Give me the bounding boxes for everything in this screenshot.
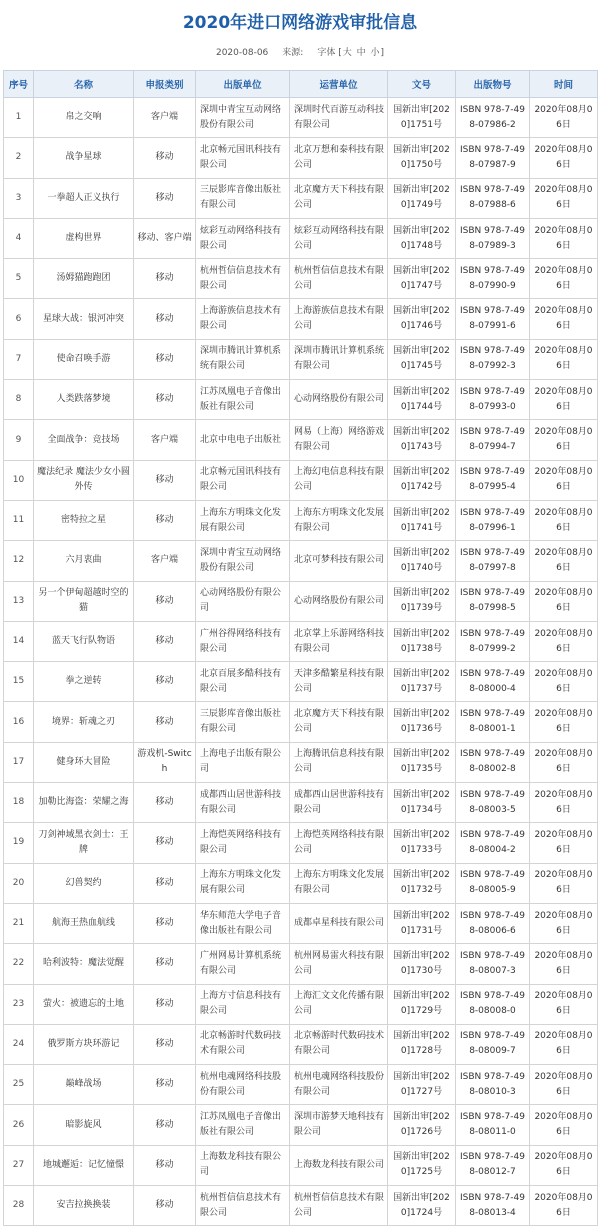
- name-cell: 密特拉之星: [34, 500, 134, 540]
- publisher-cell: 深圳中青宝互动网络股份有限公司: [196, 541, 290, 581]
- name-cell: 暗影旋风: [34, 1105, 134, 1145]
- date-cell: 2020年08月06日: [530, 1186, 598, 1226]
- font-size-close: ]: [380, 48, 385, 58]
- isbn-cell: ISBN 978-7-498-07995-4: [456, 460, 530, 500]
- index-cell: 25: [4, 1065, 34, 1105]
- publisher-cell: 江苏凤凰电子音像出版社有限公司: [196, 1105, 290, 1145]
- operator-cell: 杭州哲信信息技术有限公司: [290, 259, 388, 299]
- date-cell: 2020年08月06日: [530, 944, 598, 984]
- document-no-cell: 国新出审[2020]1735号: [388, 742, 456, 782]
- index-cell: 1: [4, 98, 34, 138]
- isbn-cell: ISBN 978-7-498-07992-3: [456, 339, 530, 379]
- table-row: [4, 783, 598, 823]
- date-cell: 2020年08月06日: [530, 380, 598, 420]
- operator-cell: 深圳时代百游互动科技有限公司: [290, 98, 388, 138]
- table-row: [4, 984, 598, 1024]
- date-cell: 2020年08月06日: [530, 984, 598, 1024]
- document-no-cell: 国新出审[2020]1746号: [388, 299, 456, 339]
- document-no-cell: 国新出审[2020]1741号: [388, 500, 456, 540]
- category-cell: 移动: [134, 903, 196, 943]
- article-meta: [0, 42, 600, 64]
- operator-cell: 北京掌上乐游网络科技有限公司: [290, 621, 388, 661]
- index-cell: 7: [4, 339, 34, 379]
- category-cell: 移动: [134, 984, 196, 1024]
- header-publisher: 出版单位: [196, 71, 290, 98]
- document-no-cell: 国新出审[2020]1726号: [388, 1105, 456, 1145]
- document-no-cell: 国新出审[2020]1724号: [388, 1186, 456, 1226]
- category-cell: 移动: [134, 581, 196, 621]
- isbn-cell: ISBN 978-7-498-08008-0: [456, 984, 530, 1024]
- date-cell: 2020年08月06日: [530, 218, 598, 258]
- table-row: [4, 541, 598, 581]
- document-no-cell: 国新出审[2020]1745号: [388, 339, 456, 379]
- operator-cell: 上海数龙科技有限公司: [290, 1145, 388, 1185]
- operator-cell: 杭州哲信信息技术有限公司: [290, 1186, 388, 1226]
- name-cell: 刀剑神域黑衣剑士：王牌: [34, 823, 134, 863]
- index-cell: 13: [4, 581, 34, 621]
- document-no-cell: 国新出审[2020]1737号: [388, 662, 456, 702]
- name-cell: 星球大战：银河冲突: [34, 299, 134, 339]
- operator-cell: 天津多酷繁星科技有限公司: [290, 662, 388, 702]
- category-cell: 移动: [134, 863, 196, 903]
- isbn-cell: ISBN 978-7-498-08011-0: [456, 1105, 530, 1145]
- date-cell: 2020年08月06日: [530, 178, 598, 218]
- operator-cell: 北京魔方天下科技有限公司: [290, 178, 388, 218]
- publisher-cell: 北京畅元国讯科技有限公司: [196, 460, 290, 500]
- category-cell: 移动: [134, 339, 196, 379]
- operator-cell: 心动网络股份有限公司: [290, 380, 388, 420]
- document-no-cell: 国新出审[2020]1738号: [388, 621, 456, 661]
- table-row: [4, 259, 598, 299]
- date-cell: 2020年08月06日: [530, 662, 598, 702]
- operator-cell: 杭州电魂网络科技股份有限公司: [290, 1065, 388, 1105]
- index-cell: 19: [4, 823, 34, 863]
- table-row: [4, 903, 598, 943]
- category-cell: 移动: [134, 1145, 196, 1185]
- category-cell: 客户端: [134, 420, 196, 460]
- name-cell: 拳之逆转: [34, 662, 134, 702]
- publisher-cell: 心动网络股份有限公司: [196, 581, 290, 621]
- table-row: [4, 742, 598, 782]
- publisher-cell: 上海数龙科技有限公司: [196, 1145, 290, 1185]
- operator-cell: 北京魔方天下科技有限公司: [290, 702, 388, 742]
- category-cell: 移动: [134, 823, 196, 863]
- date-cell: 2020年08月06日: [530, 903, 598, 943]
- category-cell: 移动: [134, 944, 196, 984]
- index-cell: 23: [4, 984, 34, 1024]
- isbn-cell: ISBN 978-7-498-07993-0: [456, 380, 530, 420]
- table-row: [4, 460, 598, 500]
- category-cell: 移动: [134, 299, 196, 339]
- date-cell: 2020年08月06日: [530, 1065, 598, 1105]
- header-index: 序号: [4, 71, 34, 98]
- table-row: [4, 823, 598, 863]
- category-cell: 移动: [134, 500, 196, 540]
- operator-cell: 深圳市游梦天地科技有限公司: [290, 1105, 388, 1145]
- header-category: 申报类别: [134, 71, 196, 98]
- document-no-cell: 国新出审[2020]1736号: [388, 702, 456, 742]
- name-cell: 蓝天飞行队物语: [34, 621, 134, 661]
- isbn-cell: ISBN 978-7-498-07994-7: [456, 420, 530, 460]
- table-row: [4, 1186, 598, 1226]
- date-cell: 2020年08月06日: [530, 138, 598, 178]
- category-cell: 移动、客户端: [134, 218, 196, 258]
- operator-cell: 上海恺英网络科技有限公司: [290, 823, 388, 863]
- isbn-cell: ISBN 978-7-498-07999-2: [456, 621, 530, 661]
- document-no-cell: 国新出审[2020]1739号: [388, 581, 456, 621]
- operator-cell: 成都西山居世游科技有限公司: [290, 783, 388, 823]
- isbn-cell: ISBN 978-7-498-08002-8: [456, 742, 530, 782]
- index-cell: 6: [4, 299, 34, 339]
- font-size-small-link[interactable]: 小: [370, 48, 380, 58]
- index-cell: 22: [4, 944, 34, 984]
- date-cell: 2020年08月06日: [530, 259, 598, 299]
- index-cell: 16: [4, 702, 34, 742]
- name-cell: 全面战争：竞技场: [34, 420, 134, 460]
- document-no-cell: 国新出审[2020]1750号: [388, 138, 456, 178]
- isbn-cell: ISBN 978-7-498-07998-5: [456, 581, 530, 621]
- index-cell: 27: [4, 1145, 34, 1185]
- name-cell: 俄罗斯方块环游记: [34, 1024, 134, 1064]
- category-cell: 移动: [134, 138, 196, 178]
- name-cell: 魔法纪录 魔法少女小圆外传: [34, 460, 134, 500]
- table-row: [4, 500, 598, 540]
- publisher-cell: 华东师范大学电子音像出版社有限公司: [196, 903, 290, 943]
- name-cell: 萤火：被遗忘的土地: [34, 984, 134, 1024]
- table-row: [4, 702, 598, 742]
- font-size-medium-link[interactable]: 中: [356, 48, 366, 58]
- table-row: [4, 218, 598, 258]
- index-cell: 10: [4, 460, 34, 500]
- name-cell: 幻兽契约: [34, 863, 134, 903]
- isbn-cell: ISBN 978-7-498-08010-3: [456, 1065, 530, 1105]
- operator-cell: 杭州网易雷火科技有限公司: [290, 944, 388, 984]
- index-cell: 21: [4, 903, 34, 943]
- operator-cell: 北京畅游时代数码技术有限公司: [290, 1024, 388, 1064]
- category-cell: 移动: [134, 783, 196, 823]
- table-row: [4, 339, 598, 379]
- operator-cell: 网易（上海）网络游戏有限公司: [290, 420, 388, 460]
- isbn-cell: ISBN 978-7-498-08006-6: [456, 903, 530, 943]
- index-cell: 15: [4, 662, 34, 702]
- name-cell: 安吉拉换换装: [34, 1186, 134, 1226]
- name-cell: 哈利波特：魔法觉醒: [34, 944, 134, 984]
- name-cell: 一拳超人正义执行: [34, 178, 134, 218]
- index-cell: 26: [4, 1105, 34, 1145]
- document-no-cell: 国新出审[2020]1744号: [388, 380, 456, 420]
- page-title: 2020年进口网络游戏审批信息: [182, 13, 418, 33]
- table-row: [4, 380, 598, 420]
- category-cell: 游戏机-Switch: [134, 742, 196, 782]
- publisher-cell: 广州网易计算机系统有限公司: [196, 944, 290, 984]
- name-cell: 加勒比海盗：荣耀之海: [34, 783, 134, 823]
- publisher-cell: 杭州电魂网络科技股份有限公司: [196, 1065, 290, 1105]
- document-no-cell: 国新出审[2020]1729号: [388, 984, 456, 1024]
- publisher-cell: 炫彩互动网络科技有限公司: [196, 218, 290, 258]
- operator-cell: 上海幻电信息科技有限公司: [290, 460, 388, 500]
- publisher-cell: 成都西山居世游科技有限公司: [196, 783, 290, 823]
- name-cell: 六月衷曲: [34, 541, 134, 581]
- category-cell: 移动: [134, 1024, 196, 1064]
- isbn-cell: ISBN 978-7-498-07996-1: [456, 500, 530, 540]
- isbn-cell: ISBN 978-7-498-08009-7: [456, 1024, 530, 1064]
- date-cell: 2020年08月06日: [530, 541, 598, 581]
- date-cell: 2020年08月06日: [530, 1105, 598, 1145]
- publisher-cell: 杭州哲信信息技术有限公司: [196, 259, 290, 299]
- operator-cell: 深圳市腾讯计算机系统有限公司: [290, 339, 388, 379]
- category-cell: 移动: [134, 178, 196, 218]
- name-cell: 虚构世界: [34, 218, 134, 258]
- name-cell: 航海王热血航线: [34, 903, 134, 943]
- name-cell: 人类跌落梦境: [34, 380, 134, 420]
- date-cell: 2020年08月06日: [530, 500, 598, 540]
- publisher-cell: 三辰影库音像出版社有限公司: [196, 178, 290, 218]
- publisher-cell: 北京百展多酷科技有限公司: [196, 662, 290, 702]
- document-no-cell: 国新出审[2020]1727号: [388, 1065, 456, 1105]
- category-cell: 移动: [134, 702, 196, 742]
- font-size-large-link[interactable]: 大: [342, 48, 352, 58]
- index-cell: 20: [4, 863, 34, 903]
- index-cell: 24: [4, 1024, 34, 1064]
- isbn-cell: ISBN 978-7-498-07997-8: [456, 541, 530, 581]
- isbn-cell: ISBN 978-7-498-07986-2: [456, 98, 530, 138]
- table-row: [4, 1065, 598, 1105]
- document-no-cell: 国新出审[2020]1734号: [388, 783, 456, 823]
- publisher-cell: 上海东方明珠文化发展有限公司: [196, 863, 290, 903]
- category-cell: 移动: [134, 460, 196, 500]
- isbn-cell: ISBN 978-7-498-07990-9: [456, 259, 530, 299]
- index-cell: 17: [4, 742, 34, 782]
- publish-date: 2020-08-06: [215, 48, 269, 58]
- operator-cell: 上海东方明珠文化发展有限公司: [290, 863, 388, 903]
- publisher-cell: 江苏凤凰电子音像出版社有限公司: [196, 380, 290, 420]
- operator-cell: 上海游族信息技术有限公司: [290, 299, 388, 339]
- publisher-cell: 杭州哲信信息技术有限公司: [196, 1186, 290, 1226]
- date-cell: 2020年08月06日: [530, 299, 598, 339]
- index-cell: 14: [4, 621, 34, 661]
- document-no-cell: 国新出审[2020]1733号: [388, 823, 456, 863]
- date-cell: 2020年08月06日: [530, 702, 598, 742]
- category-cell: 移动: [134, 662, 196, 702]
- name-cell: 地城邂逅：记忆憧憬: [34, 1145, 134, 1185]
- date-cell: 2020年08月06日: [530, 1024, 598, 1064]
- index-cell: 18: [4, 783, 34, 823]
- document-no-cell: 国新出审[2020]1742号: [388, 460, 456, 500]
- header-date: 时间: [530, 71, 598, 98]
- category-cell: 移动: [134, 259, 196, 299]
- date-cell: 2020年08月06日: [530, 823, 598, 863]
- index-cell: 28: [4, 1186, 34, 1226]
- operator-cell: 北京万想和泰科技有限公司: [290, 138, 388, 178]
- isbn-cell: ISBN 978-7-498-08000-4: [456, 662, 530, 702]
- name-cell: 汤姆猫跑跑团: [34, 259, 134, 299]
- publisher-cell: 北京畅游时代数码技术有限公司: [196, 1024, 290, 1064]
- table-row: [4, 1024, 598, 1064]
- approval-table: [3, 70, 598, 1226]
- table-row: [4, 1105, 598, 1145]
- document-no-cell: 国新出审[2020]1747号: [388, 259, 456, 299]
- isbn-cell: ISBN 978-7-498-08005-9: [456, 863, 530, 903]
- date-cell: 2020年08月06日: [530, 460, 598, 500]
- font-size-switcher: [317, 42, 384, 64]
- operator-cell: 上海汇文文化传播有限公司: [290, 984, 388, 1024]
- font-size-label: 字体 [: [317, 48, 342, 58]
- index-cell: 5: [4, 259, 34, 299]
- table-header-row: [4, 71, 598, 98]
- document-no-cell: 国新出审[2020]1748号: [388, 218, 456, 258]
- name-cell: 另一个伊甸超越时空的猫: [34, 581, 134, 621]
- table-row: [4, 944, 598, 984]
- name-cell: 境界：斩魂之刃: [34, 702, 134, 742]
- table-row: [4, 581, 598, 621]
- index-cell: 2: [4, 138, 34, 178]
- document-no-cell: 国新出审[2020]1732号: [388, 863, 456, 903]
- publisher-cell: 广州谷得网络科技有限公司: [196, 621, 290, 661]
- index-cell: 9: [4, 420, 34, 460]
- date-cell: 2020年08月06日: [530, 621, 598, 661]
- operator-cell: 北京可梦科技有限公司: [290, 541, 388, 581]
- date-cell: 2020年08月06日: [530, 783, 598, 823]
- isbn-cell: ISBN 978-7-498-07988-6: [456, 178, 530, 218]
- index-cell: 11: [4, 500, 34, 540]
- name-cell: 帛之交响: [34, 98, 134, 138]
- table-row: [4, 863, 598, 903]
- document-no-cell: 国新出审[2020]1740号: [388, 541, 456, 581]
- date-cell: 2020年08月06日: [530, 98, 598, 138]
- table-row: [4, 299, 598, 339]
- date-cell: 2020年08月06日: [530, 863, 598, 903]
- name-cell: 战争星球: [34, 138, 134, 178]
- isbn-cell: ISBN 978-7-498-08013-4: [456, 1186, 530, 1226]
- table-row: [4, 98, 598, 138]
- table-row: [4, 621, 598, 661]
- operator-cell: 成都卓星科技有限公司: [290, 903, 388, 943]
- index-cell: 4: [4, 218, 34, 258]
- header-document-no: 文号: [388, 71, 456, 98]
- isbn-cell: ISBN 978-7-498-08007-3: [456, 944, 530, 984]
- document-no-cell: 国新出审[2020]1731号: [388, 903, 456, 943]
- table-row: [4, 420, 598, 460]
- category-cell: 客户端: [134, 541, 196, 581]
- index-cell: 3: [4, 178, 34, 218]
- table-row: [4, 1145, 598, 1185]
- operator-cell: 上海东方明珠文化发展有限公司: [290, 500, 388, 540]
- isbn-cell: ISBN 978-7-498-07987-9: [456, 138, 530, 178]
- document-no-cell: 国新出审[2020]1730号: [388, 944, 456, 984]
- index-cell: 12: [4, 541, 34, 581]
- isbn-cell: ISBN 978-7-498-07991-6: [456, 299, 530, 339]
- header-isbn: 出版物号: [456, 71, 530, 98]
- date-cell: 2020年08月06日: [530, 339, 598, 379]
- index-cell: 8: [4, 380, 34, 420]
- date-cell: 2020年08月06日: [530, 1145, 598, 1185]
- category-cell: 客户端: [134, 98, 196, 138]
- publisher-cell: 上海恺英网络科技有限公司: [196, 823, 290, 863]
- publisher-cell: 上海方寸信息科技有限公司: [196, 984, 290, 1024]
- category-cell: 移动: [134, 621, 196, 661]
- publisher-cell: 上海东方明珠文化发展有限公司: [196, 500, 290, 540]
- isbn-cell: ISBN 978-7-498-08003-5: [456, 783, 530, 823]
- publisher-cell: 上海电子出版有限公司: [196, 742, 290, 782]
- category-cell: 移动: [134, 1186, 196, 1226]
- operator-cell: 炫彩互动网络科技有限公司: [290, 218, 388, 258]
- publisher-cell: 深圳市腾讯计算机系统有限公司: [196, 339, 290, 379]
- table-row: [4, 178, 598, 218]
- isbn-cell: ISBN 978-7-498-08004-2: [456, 823, 530, 863]
- isbn-cell: ISBN 978-7-498-08001-1: [456, 702, 530, 742]
- date-cell: 2020年08月06日: [530, 581, 598, 621]
- date-cell: 2020年08月06日: [530, 420, 598, 460]
- publisher-cell: 上海游族信息技术有限公司: [196, 299, 290, 339]
- publisher-cell: 三辰影库音像出版社有限公司: [196, 702, 290, 742]
- category-cell: 移动: [134, 1065, 196, 1105]
- publisher-cell: 深圳中青宝互动网络股份有限公司: [196, 98, 290, 138]
- document-no-cell: 国新出审[2020]1728号: [388, 1024, 456, 1064]
- name-cell: 健身环大冒险: [34, 742, 134, 782]
- operator-cell: 心动网络股份有限公司: [290, 581, 388, 621]
- isbn-cell: ISBN 978-7-498-08012-7: [456, 1145, 530, 1185]
- table-row: [4, 138, 598, 178]
- source-label: 来源:: [282, 48, 304, 58]
- document-no-cell: 国新出审[2020]1749号: [388, 178, 456, 218]
- header-operator: 运营单位: [290, 71, 388, 98]
- category-cell: 移动: [134, 1105, 196, 1145]
- category-cell: 移动: [134, 380, 196, 420]
- document-no-cell: 国新出审[2020]1743号: [388, 420, 456, 460]
- publisher-cell: 北京中电电子出版社: [196, 420, 290, 460]
- header-name: 名称: [34, 71, 134, 98]
- document-no-cell: 国新出审[2020]1751号: [388, 98, 456, 138]
- operator-cell: 上海腾讯信息科技有限公司: [290, 742, 388, 782]
- table-row: [4, 662, 598, 702]
- isbn-cell: ISBN 978-7-498-07989-3: [456, 218, 530, 258]
- name-cell: 巅峰战场: [34, 1065, 134, 1105]
- date-cell: 2020年08月06日: [530, 742, 598, 782]
- document-no-cell: 国新出审[2020]1725号: [388, 1145, 456, 1185]
- publisher-cell: 北京畅元国讯科技有限公司: [196, 138, 290, 178]
- name-cell: 使命召唤手游: [34, 339, 134, 379]
